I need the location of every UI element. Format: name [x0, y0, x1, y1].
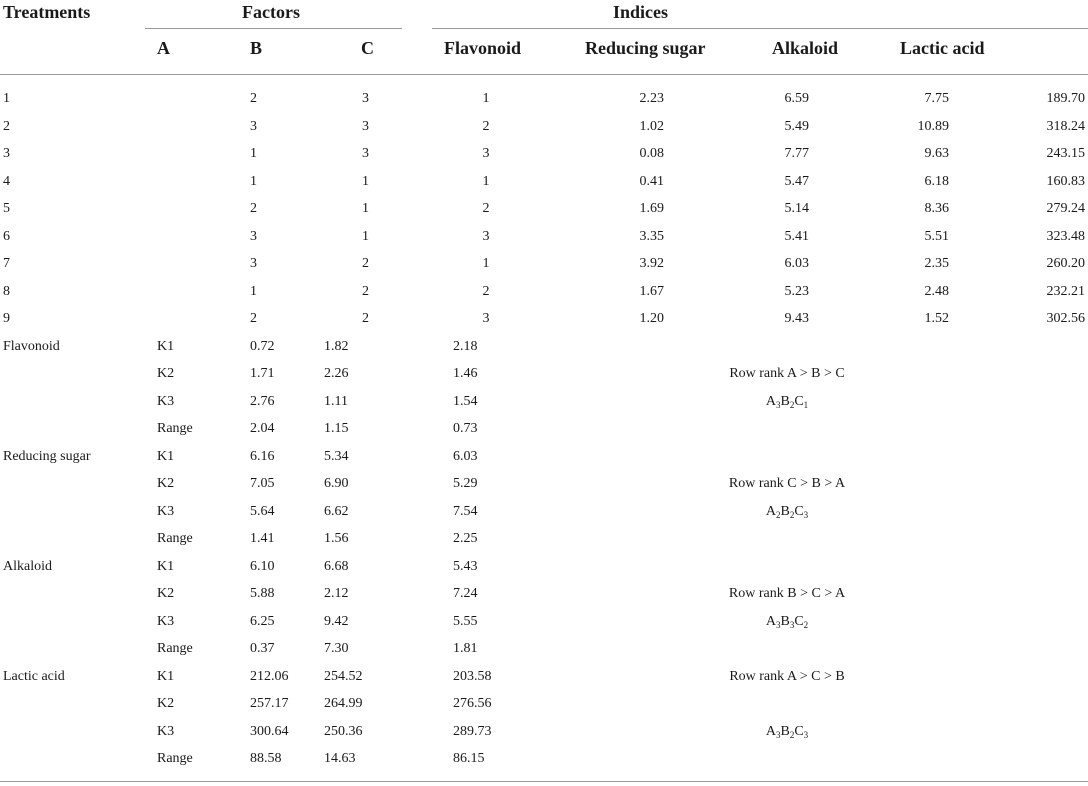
k-value-a: 212.06 [250, 668, 289, 684]
k-value-a: 0.37 [250, 641, 275, 656]
k-value-b: 5.34 [324, 448, 349, 464]
k-value-b: 2.26 [324, 366, 349, 381]
optimal-combination: $A_2B_2C_3$ [765, 503, 809, 520]
treatment-number: 5 [3, 201, 10, 216]
k-value-b: 2.12 [324, 586, 349, 601]
extra-value: 302.56 [1046, 311, 1085, 326]
extra-value: 323.48 [1046, 228, 1085, 244]
factor-c-level: 3 [362, 118, 369, 134]
k-value-b: 14.63 [324, 751, 356, 766]
lactic-acid-value: 7.75 [924, 91, 949, 106]
k-value-b: 6.90 [324, 476, 349, 491]
treatment-number: 4 [3, 173, 10, 189]
alkaloid-value: 5.41 [784, 228, 809, 244]
header-treatments: Treatments [3, 2, 91, 22]
optimal-level: 2 [789, 399, 795, 410]
k-value-c: 86.15 [453, 751, 485, 766]
k-value-a: 88.58 [250, 751, 282, 766]
optimal-level: 2 [775, 509, 781, 520]
factor-b-level: 2 [250, 91, 257, 106]
k-value-a: 300.64 [250, 723, 289, 739]
k-value-c: 2.18 [453, 338, 478, 354]
k-value-b: 264.99 [324, 696, 363, 711]
extra-value: 318.24 [1046, 118, 1085, 134]
factor-b-level: 1 [250, 283, 257, 299]
header-reducing-sugar: Reducing sugar [585, 38, 706, 58]
reducing-sugar-value: 2.23 [639, 91, 664, 106]
treatment-number: 2 [3, 118, 10, 134]
group-name: Lactic acid [3, 668, 65, 684]
reducing-sugar-value: 0.41 [639, 173, 664, 189]
k-value-a: 1.41 [250, 531, 275, 546]
extra-value: 232.21 [1046, 283, 1085, 299]
flavonoid-level: 1 [482, 173, 490, 189]
k-value-a: 5.64 [250, 503, 275, 519]
optimal-level: 3 [789, 619, 795, 630]
flavonoid-level: 3 [482, 311, 490, 326]
indices-rule [432, 28, 1088, 29]
alkaloid-value: 5.14 [784, 201, 809, 216]
k-value-c: 203.58 [453, 668, 492, 684]
optimal-level: 3 [775, 729, 781, 740]
factor-b-level: 1 [250, 146, 257, 161]
alkaloid-value: 6.03 [784, 256, 809, 271]
extra-value: 260.20 [1046, 256, 1085, 271]
factor-c-level: 3 [362, 91, 369, 106]
optimal-combination: $A_3B_3C_2$ [765, 613, 809, 630]
k-value-a: 6.25 [250, 613, 275, 629]
k-value-b: 250.36 [324, 723, 363, 739]
header-lactic-acid: Lactic acid [900, 38, 985, 58]
k-label: Range [157, 641, 193, 656]
k-value-b: 254.52 [324, 668, 363, 684]
flavonoid-level: 1 [482, 256, 490, 271]
k-value-b: 6.68 [324, 558, 349, 574]
alkaloid-value: 5.23 [784, 283, 809, 299]
k-value-c: 1.81 [453, 641, 478, 656]
k-value-b: 1.82 [324, 338, 349, 354]
row-rank: Row rank A > C > B [729, 668, 845, 684]
k-label: K2 [157, 586, 175, 601]
factor-b-level: 2 [250, 311, 257, 326]
group-name: Flavonoid [3, 338, 60, 354]
treatment-number: 7 [3, 256, 10, 271]
reducing-sugar-value: 1.67 [639, 283, 664, 299]
k-value-c: 289.73 [453, 723, 492, 739]
k-value-b: 7.30 [324, 641, 349, 656]
k-value-c: 6.03 [453, 448, 478, 464]
k-value-a: 1.71 [250, 366, 275, 381]
factor-b-level: 1 [250, 173, 257, 189]
table-bottom-rule [0, 781, 1088, 782]
reducing-sugar-value: 0.08 [639, 146, 664, 161]
optimal-level: 3 [775, 399, 781, 410]
k-value-b: 9.42 [324, 613, 349, 629]
k-value-c: 7.54 [453, 503, 478, 519]
lactic-acid-value: 9.63 [924, 146, 949, 161]
flavonoid-level: 2 [482, 201, 490, 216]
treatment-number: 9 [3, 311, 10, 326]
row-rank: Row rank C > B > A [728, 476, 846, 491]
factor-b-level: 3 [250, 256, 257, 271]
optimal-combination: $A_3B_2C_3$ [765, 723, 809, 740]
reducing-sugar-value: 1.20 [639, 311, 664, 326]
k-value-a: 2.76 [250, 393, 275, 409]
lactic-acid-value: 10.89 [917, 118, 949, 134]
reducing-sugar-value: 1.02 [639, 118, 664, 134]
optimal-level: 3 [803, 509, 809, 520]
k-label: K1 [157, 448, 175, 464]
k-value-b: 1.15 [324, 421, 349, 436]
header-alkaloid: Alkaloid [772, 38, 839, 58]
factors-rule [145, 28, 402, 29]
lactic-acid-value: 2.35 [924, 256, 949, 271]
k-label: Range [157, 751, 193, 766]
k-value-c: 2.25 [453, 531, 478, 546]
row-rank: Row rank A > B > C [729, 366, 845, 381]
alkaloid-value: 6.59 [784, 91, 809, 106]
k-label: Range [157, 531, 193, 546]
extra-value: 243.15 [1046, 146, 1085, 161]
header-bottom-rule [0, 74, 1088, 75]
extra-value: 279.24 [1046, 201, 1085, 216]
lactic-acid-value: 6.18 [924, 173, 949, 189]
k-value-a: 5.88 [250, 586, 275, 601]
k-value-a: 2.04 [250, 421, 275, 436]
factor-c-level: 1 [362, 173, 369, 189]
lactic-acid-value: 1.52 [924, 311, 949, 326]
flavonoid-level: 3 [482, 228, 490, 244]
group-name: Alkaloid [3, 558, 52, 574]
k-label: K3 [157, 723, 175, 739]
reducing-sugar-value: 3.92 [639, 256, 664, 271]
treatment-number: 6 [3, 228, 10, 244]
optimal-level: 1 [803, 399, 809, 410]
k-value-c: 1.54 [453, 393, 478, 409]
header-flavonoid: Flavonoid [444, 38, 522, 58]
treatment-number: 1 [3, 91, 10, 106]
k-label: K3 [157, 613, 175, 629]
k-label: Range [157, 421, 193, 436]
k-value-a: 6.10 [250, 558, 275, 574]
extra-value: 189.70 [1046, 91, 1085, 106]
k-label: K1 [157, 338, 175, 354]
k-value-c: 5.29 [453, 476, 478, 491]
header-factors: Factors [242, 2, 300, 22]
factor-b-level: 3 [250, 228, 257, 244]
header-indices: Indices [613, 2, 669, 22]
extra-value: 160.83 [1046, 173, 1085, 189]
optimal-level: 3 [803, 729, 809, 740]
factor-c-level: 1 [362, 201, 369, 216]
optimal-combination: $A_3B_2C_1$ [765, 393, 809, 410]
k-value-b: 1.56 [324, 531, 349, 546]
optimal-level: 3 [775, 619, 781, 630]
k-value-c: 0.73 [453, 421, 478, 436]
k-value-b: 6.62 [324, 503, 349, 519]
k-label: K2 [157, 366, 175, 381]
k-value-c: 7.24 [453, 586, 478, 601]
k-label: K2 [157, 476, 175, 491]
group-name: Reducing sugar [3, 448, 91, 464]
flavonoid-level: 1 [482, 91, 490, 106]
k-value-a: 7.05 [250, 476, 275, 491]
k-value-b: 1.11 [324, 393, 348, 409]
alkaloid-value: 9.43 [784, 311, 809, 326]
reducing-sugar-value: 3.35 [639, 228, 664, 244]
header-factor-b: B [250, 38, 263, 58]
k-value-c: 1.46 [453, 366, 478, 381]
k-value-a: 0.72 [250, 338, 275, 354]
alkaloid-value: 7.77 [784, 146, 809, 161]
lactic-acid-value: 5.51 [924, 228, 949, 244]
optimal-level: 2 [789, 509, 795, 520]
header-factor-a: A [157, 38, 170, 58]
k-label: K2 [157, 696, 175, 711]
factor-b-level: 2 [250, 201, 257, 216]
k-value-c: 276.56 [453, 696, 492, 711]
k-label: K3 [157, 393, 175, 409]
factor-c-level: 1 [362, 228, 369, 244]
k-label: K1 [157, 558, 175, 574]
factor-c-level: 2 [362, 283, 369, 299]
reducing-sugar-value: 1.69 [639, 201, 664, 216]
alkaloid-value: 5.49 [784, 118, 809, 134]
factor-c-level: 2 [362, 311, 369, 326]
k-value-a: 257.17 [250, 696, 289, 711]
flavonoid-level: 3 [482, 146, 490, 161]
k-value-c: 5.43 [453, 558, 478, 574]
k-value-a: 6.16 [250, 448, 275, 464]
flavonoid-level: 2 [482, 283, 490, 299]
treatment-number: 8 [3, 283, 10, 299]
treatment-number: 3 [3, 146, 10, 161]
factor-c-level: 3 [362, 146, 369, 161]
flavonoid-level: 2 [482, 118, 490, 134]
lactic-acid-value: 2.48 [924, 283, 949, 299]
optimal-level: 2 [803, 619, 809, 630]
lactic-acid-value: 8.36 [924, 201, 949, 216]
k-value-c: 5.55 [453, 613, 478, 629]
optimal-level: 2 [789, 729, 795, 740]
row-rank: Row rank B > C > A [728, 586, 846, 601]
k-label: K3 [157, 503, 175, 519]
factor-c-level: 2 [362, 256, 369, 271]
k-label: K1 [157, 668, 175, 684]
alkaloid-value: 5.47 [784, 173, 809, 189]
header-factor-c: C [361, 38, 374, 58]
factor-b-level: 3 [250, 118, 257, 134]
